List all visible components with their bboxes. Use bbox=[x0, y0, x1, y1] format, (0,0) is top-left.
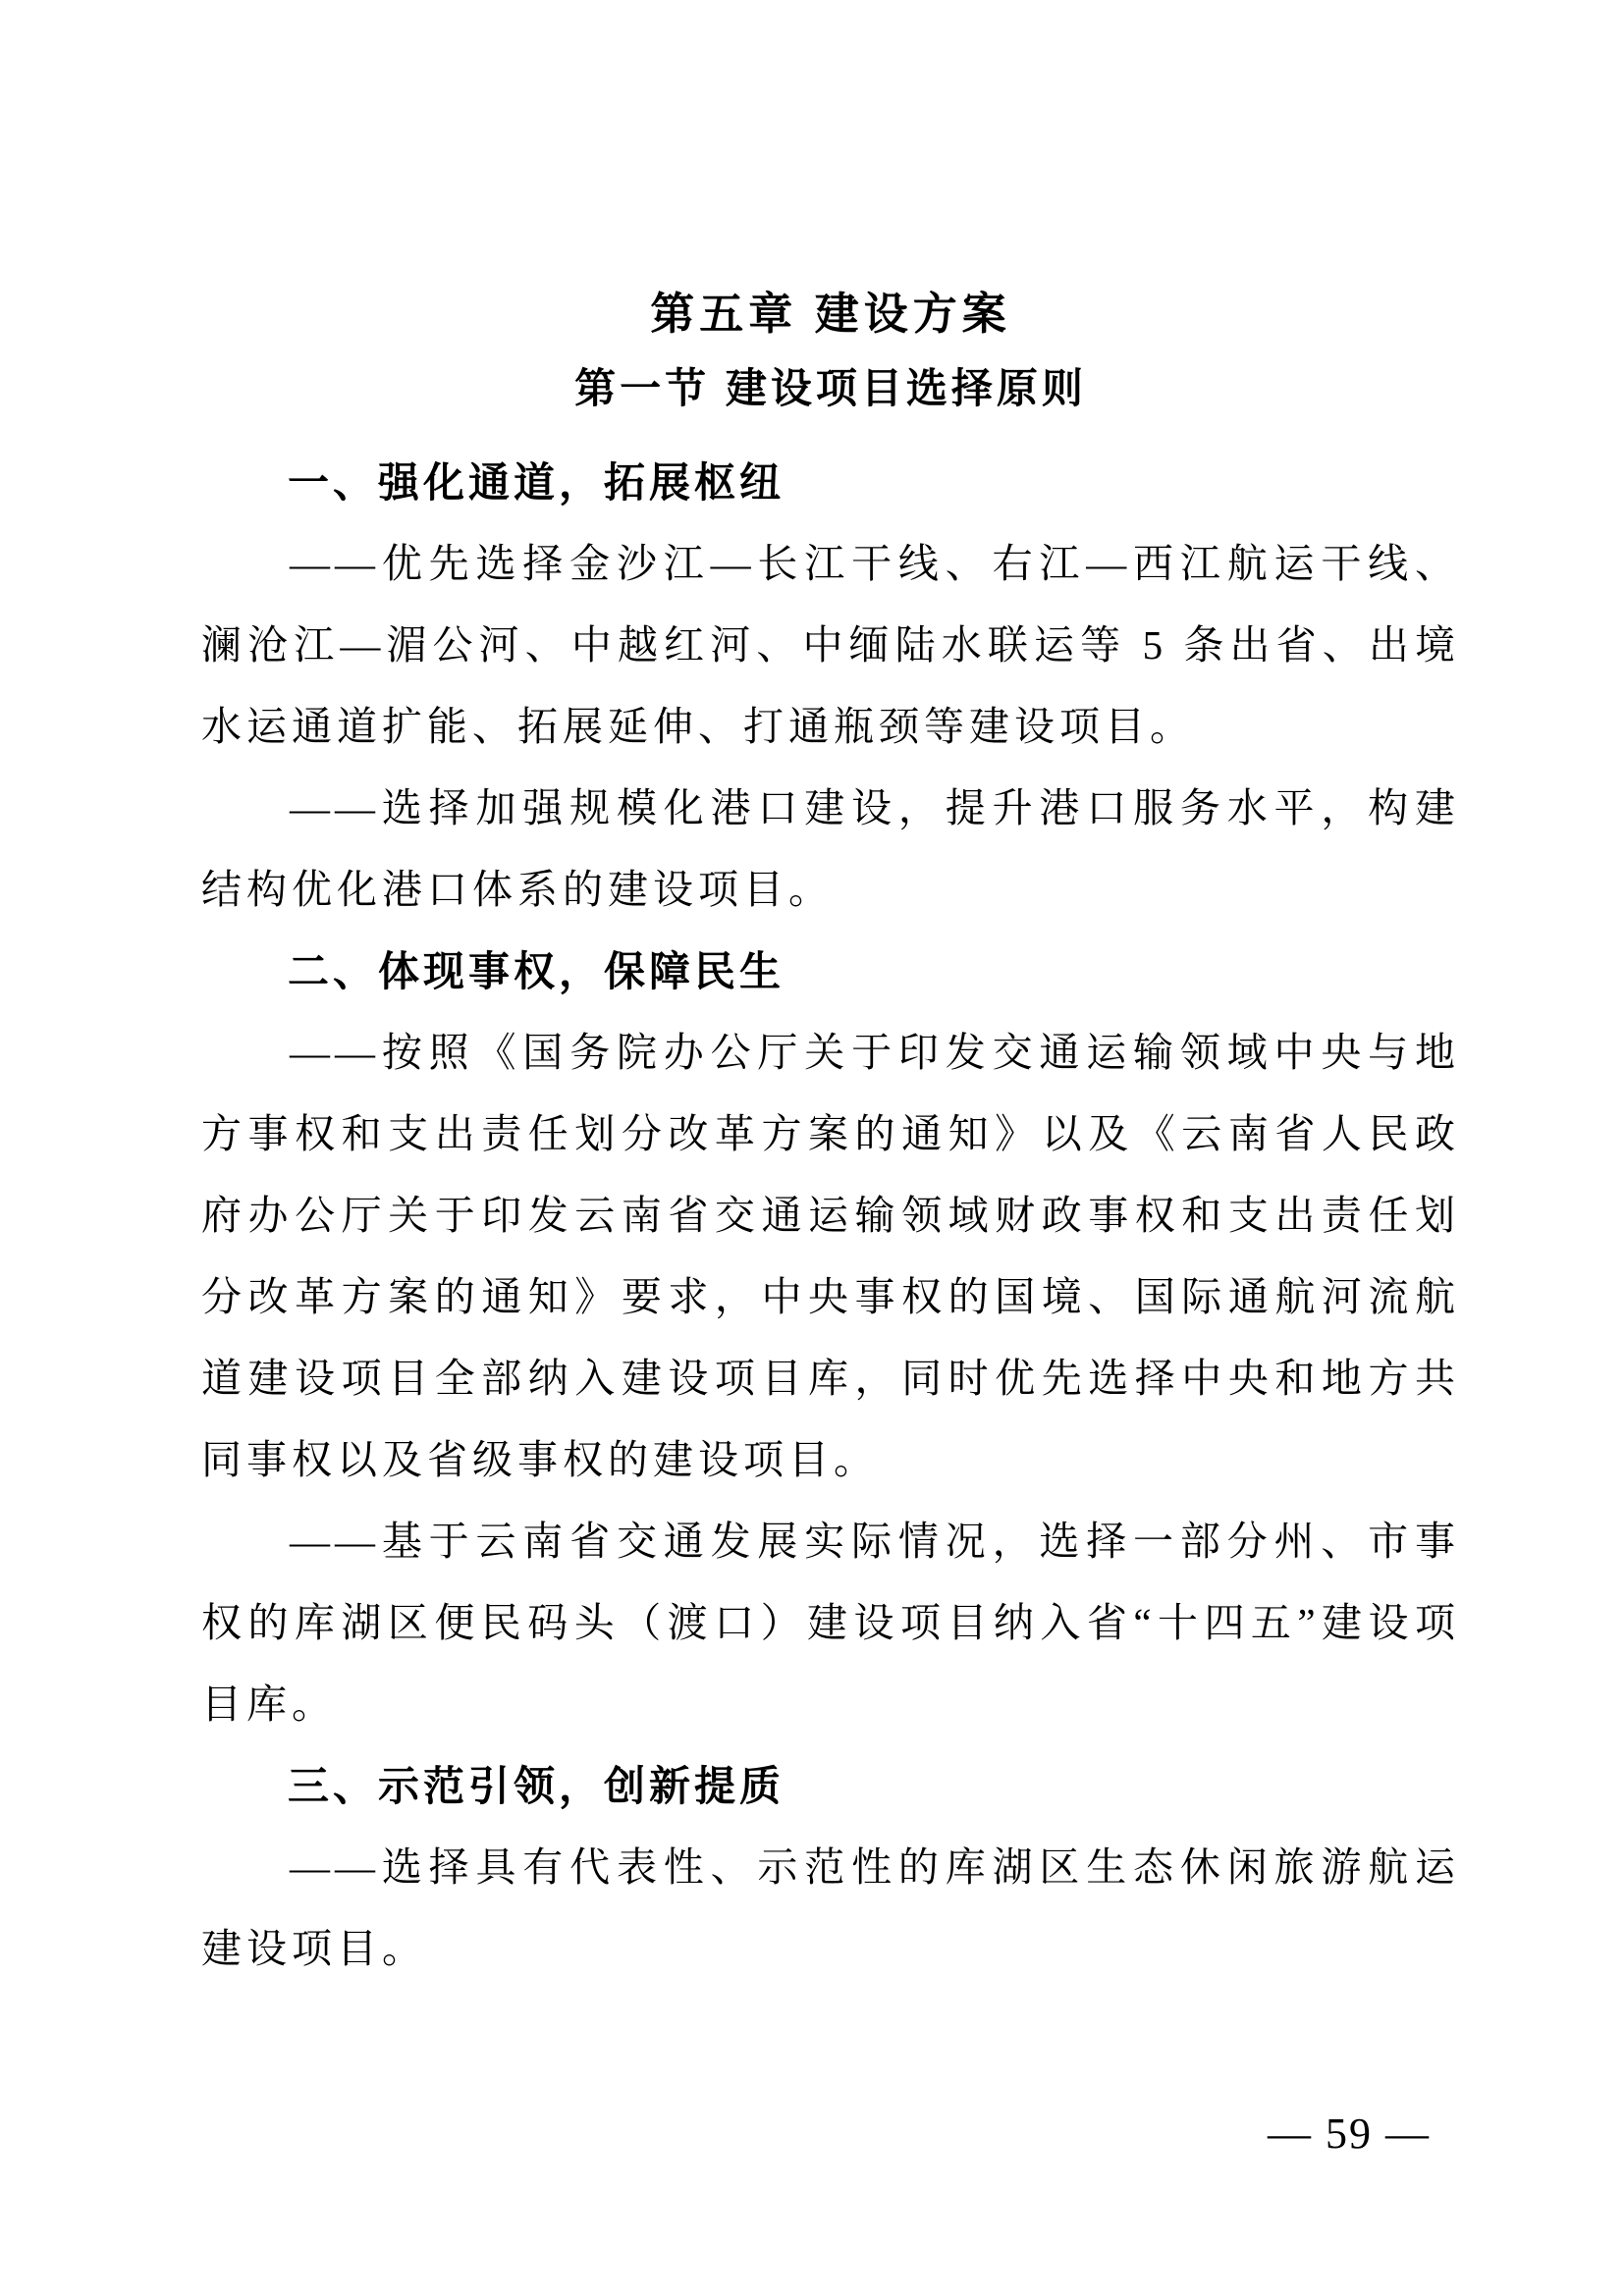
body-paragraph: ——基于云南省交通发展实际情况，选择一部分州、市事权的库湖区便民码头（渡口）建设项目纳入省“十四五”建设项目库。 bbox=[201, 1519, 1460, 1727]
body-paragraph: ——选择加强规模化港口建设，提升港口服务水平，构建结构优化港口体系的建设项目。 bbox=[201, 785, 1460, 912]
page-number: — 59 — bbox=[1268, 2109, 1431, 2158]
body-paragraph: ——优先选择金沙江—长江干线、右江—西江航运干线、澜沧江—湄公河、中越红河、中缅陆水联运等 5 条出省、出境水运通道扩能、拓展延伸、打通瓶颈等建设项目。 bbox=[201, 541, 1460, 749]
body-paragraph: ——选择具有代表性、示范性的库湖区生态休闲旅游航运建设项目。 bbox=[201, 1844, 1460, 1971]
chapter-title: 第五章 建设方案 bbox=[650, 289, 1011, 339]
section-title: 第一节 建设项目选择原则 bbox=[574, 365, 1087, 411]
subsection-heading-2: 二、体现事权，保障民生 bbox=[288, 948, 785, 994]
subsection-heading-3: 三、示范引领，创新提质 bbox=[288, 1763, 785, 1809]
body-text-block bbox=[201, 442, 1460, 1990]
title-block bbox=[201, 291, 1460, 412]
body-paragraph: ——按照《国务院办公厅关于印发交通运输领域中央与地方事权和支出责任划分改革方案的通知》以及《云南省人民政府办公厅关于印发云南省交通运输领域财政事权和支出责任划分改革方案的通知》要求，中央事权的国境、国际通航河流航道建设项目全部纳入建设项目库，同时优先选择中央和地方共同事权以及省级事权的建设项目。 bbox=[201, 1030, 1460, 1482]
subsection-heading-1: 一、强化通道，拓展枢纽 bbox=[288, 459, 785, 506]
